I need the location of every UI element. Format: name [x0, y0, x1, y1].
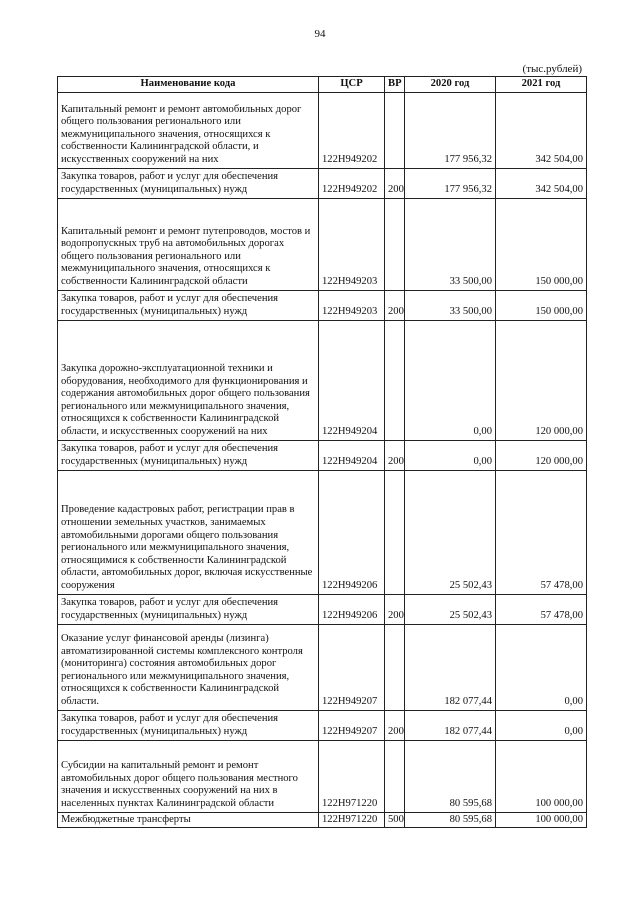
cell-2020: 0,00	[405, 320, 496, 440]
table-row	[58, 290, 587, 320]
page-number: 94	[314, 28, 326, 40]
cell-2021: 150 000,00	[496, 290, 587, 320]
cell-vr: 200	[385, 440, 405, 470]
cell-name: Закупка дорожно-эксплуатационной техники и оборудования, необходимого для функционирования и содержания автомобильных дорог общего пользования регионального или межмуниципального значения, относящихся к собственности Калининградской области, и искусственных сооружений на них	[58, 320, 319, 440]
cell-2020: 80 595,68	[405, 812, 496, 828]
table-row	[58, 594, 587, 624]
cell-2020: 33 500,00	[405, 198, 496, 290]
cell-2020: 80 595,68	[405, 740, 496, 812]
cell-vr	[385, 470, 405, 594]
table-row	[58, 740, 587, 812]
cell-2020: 182 077,44	[405, 624, 496, 710]
cell-name: Капитальный ремонт и ремонт путепроводов, мостов и водопропускных труб на автомобильных дорогах общего пользования регионального или межмуниципального значения, относящихся к собственности Калининградской области	[58, 198, 319, 290]
cell-2020: 177 956,32	[405, 92, 496, 168]
cell-vr: 500	[385, 812, 405, 828]
cell-vr	[385, 198, 405, 290]
cell-vr	[385, 740, 405, 812]
cell-2021: 0,00	[496, 624, 587, 710]
cell-2020: 177 956,32	[405, 168, 496, 198]
cell-csr: 122Н949202	[319, 92, 385, 168]
cell-2021: 342 504,00	[496, 92, 587, 168]
cell-name: Межбюджетные трансферты	[58, 812, 319, 828]
cell-vr: 200	[385, 168, 405, 198]
cell-csr: 122Н949204	[319, 440, 385, 470]
cell-csr: 122Н971220	[319, 812, 385, 828]
cell-2021: 342 504,00	[496, 168, 587, 198]
table-row	[58, 320, 587, 440]
column-header-vr: ВР	[385, 77, 405, 93]
cell-name: Капитальный ремонт и ремонт автомобильных дорог общего пользования регионального или межмуниципального значения, относящихся к собственности Калининградской области, и искусственных сооружений на них	[58, 92, 319, 168]
cell-csr: 122Н949206	[319, 470, 385, 594]
cell-csr: 122Н949206	[319, 594, 385, 624]
table-header-row	[58, 77, 587, 93]
cell-2020: 25 502,43	[405, 594, 496, 624]
cell-name: Закупка товаров, работ и услуг для обеспечения государственных (муниципальных) нужд	[58, 290, 319, 320]
cell-name: Закупка товаров, работ и услуг для обеспечения государственных (муниципальных) нужд	[58, 594, 319, 624]
cell-csr: 122Н949204	[319, 320, 385, 440]
cell-vr: 200	[385, 594, 405, 624]
cell-name: Оказание услуг финансовой аренды (лизинга) автоматизированной системы комплексного контроля (мониторинга) состояния автомобильных дорог регионального или межмуниципального значения, относящихся к собственности Калининградской области.	[58, 624, 319, 710]
cell-csr: 122Н971220	[319, 740, 385, 812]
cell-name: Закупка товаров, работ и услуг для обеспечения государственных (муниципальных) нужд	[58, 710, 319, 740]
cell-vr	[385, 320, 405, 440]
cell-2020: 33 500,00	[405, 290, 496, 320]
cell-2021: 57 478,00	[496, 594, 587, 624]
cell-2020: 182 077,44	[405, 710, 496, 740]
budget-table	[57, 76, 587, 828]
table-row	[58, 92, 587, 168]
cell-csr: 122Н949207	[319, 624, 385, 710]
cell-2021: 150 000,00	[496, 198, 587, 290]
table-row	[58, 198, 587, 290]
cell-csr: 122Н949203	[319, 290, 385, 320]
cell-2021: 120 000,00	[496, 440, 587, 470]
table-row	[58, 168, 587, 198]
cell-2021: 0,00	[496, 710, 587, 740]
table-row	[58, 470, 587, 594]
column-header-name: Наименование кода	[58, 77, 319, 93]
table-row	[58, 624, 587, 710]
cell-2021: 57 478,00	[496, 470, 587, 594]
table-row	[58, 812, 587, 828]
column-header-csr: ЦСР	[319, 77, 385, 93]
cell-2020: 0,00	[405, 440, 496, 470]
cell-csr: 122Н949207	[319, 710, 385, 740]
cell-2020: 25 502,43	[405, 470, 496, 594]
column-header-2020: 2020 год	[405, 77, 496, 93]
table-row	[58, 440, 587, 470]
cell-2021: 120 000,00	[496, 320, 587, 440]
cell-2021: 100 000,00	[496, 812, 587, 828]
units-label: (тыс.рублей)	[522, 63, 582, 75]
cell-name: Субсидии на капитальный ремонт и ремонт автомобильных дорог общего пользования местного значения и искусственных сооружений на них в населенных пунктах Калининградской области	[58, 740, 319, 812]
table-row	[58, 710, 587, 740]
column-header-2021: 2021 год	[496, 77, 587, 93]
cell-name: Проведение кадастровых работ, регистрации прав в отношении земельных участков, занимаемых автомобильными дорогами общего пользования регионального или межмуниципального значения, относящимися к собственности Калининградской области, автомобильных дорог, включая искусственные сооружения	[58, 470, 319, 594]
cell-vr: 200	[385, 290, 405, 320]
cell-vr	[385, 92, 405, 168]
cell-name: Закупка товаров, работ и услуг для обеспечения государственных (муниципальных) нужд	[58, 168, 319, 198]
cell-2021: 100 000,00	[496, 740, 587, 812]
cell-csr: 122Н949202	[319, 168, 385, 198]
cell-vr	[385, 624, 405, 710]
cell-csr: 122Н949203	[319, 198, 385, 290]
cell-name: Закупка товаров, работ и услуг для обеспечения государственных (муниципальных) нужд	[58, 440, 319, 470]
cell-vr: 200	[385, 710, 405, 740]
